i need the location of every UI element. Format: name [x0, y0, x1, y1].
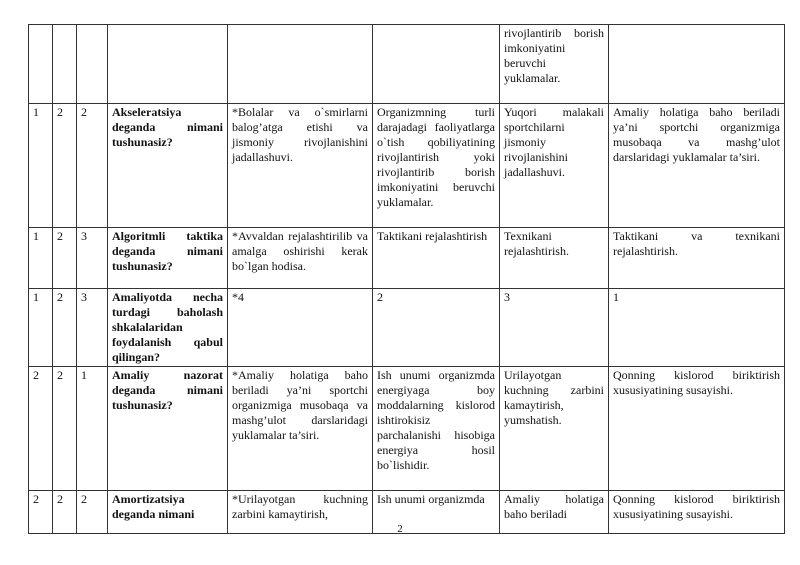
answer-correct-cell: *Avvaldan rejalashtirilib va amalga oshirishi kerak bo`lgan hodisa. — [228, 228, 373, 289]
question-cell — [108, 25, 228, 104]
index-cell-c1: 2 — [29, 491, 53, 534]
answer-correct-cell: *Urilayotgan kuchning zarbini kamaytirish, — [228, 491, 373, 534]
answer-option-cell: Taktikani va texnikani rejalashtirish. — [609, 228, 785, 289]
index-cell-c3: 2 — [77, 491, 108, 534]
answer-option-cell: Amaliy holatiga baho beriladi ya’ni sportchi organizmiga musobaqa va mashg’ulot darslaridagi yuklamalar ta’siri. — [609, 104, 785, 228]
index-cell-c3 — [77, 25, 108, 104]
question-cell: Amaliyotda necha turdagi baholash shkalalaridan foydalanish qabul qilingan? — [108, 289, 228, 367]
page-number: 2 — [397, 523, 403, 535]
question-cell: Amaliy nazorat deganda nimani tushunasiz? — [108, 367, 228, 491]
table-row — [29, 289, 785, 367]
answer-correct-cell: *4 — [228, 289, 373, 367]
index-cell-c2: 2 — [53, 491, 77, 534]
index-cell-c2 — [53, 25, 77, 104]
answer-option-cell: rivojlantirib borish imkoniyatini beruvchi yuklamalar. — [500, 25, 609, 104]
question-cell: Algoritmli taktika deganda nimani tushunasiz? — [108, 228, 228, 289]
table-row — [29, 104, 785, 228]
question-cell: Amortizatsiya deganda nimani — [108, 491, 228, 534]
index-cell-c3: 3 — [77, 228, 108, 289]
test-table — [28, 24, 785, 534]
answer-option-cell: Yuqori malakali sportchilarni jismoniy rivojlanishini jadallashuvi. — [500, 104, 609, 228]
index-cell-c1: 1 — [29, 104, 53, 228]
answer-option-cell: 3 — [500, 289, 609, 367]
table-row — [29, 25, 785, 104]
index-cell-c3: 3 — [77, 289, 108, 367]
index-cell-c1: 1 — [29, 289, 53, 367]
answer-correct-cell: *Bolalar va o`smirlarni balog’atga etishi va jismoniy rivojlanishini jadallashuvi. — [228, 104, 373, 228]
index-cell-c1: 2 — [29, 367, 53, 491]
question-cell: Akseleratsiya deganda nimani tushunasiz? — [108, 104, 228, 228]
index-cell-c2: 2 — [53, 289, 77, 367]
answer-option-cell: Ish unumi organizmda energiyaga boy moddalarning kislorod ishtirokisiz parchalanishi hisobiga energiya hosil bo`lishidir. — [373, 367, 500, 491]
answer-option-cell: Ish unumi organizmda — [373, 491, 500, 534]
answer-correct-cell — [228, 25, 373, 104]
index-cell-c2: 2 — [53, 104, 77, 228]
answer-correct-cell: *Amaliy holatiga baho beriladi ya’ni sportchi organizmiga musobaqa va mashg’ulot darslaridagi yuklamalar ta’siri. — [228, 367, 373, 491]
answer-option-cell — [373, 25, 500, 104]
index-cell-c1: 1 — [29, 228, 53, 289]
table-row — [29, 367, 785, 491]
index-cell-c3: 1 — [77, 367, 108, 491]
index-cell-c1 — [29, 25, 53, 104]
answer-option-cell: Urilayotgan kuchning zarbini kamaytirish, yumshatish. — [500, 367, 609, 491]
answer-option-cell: Texnikani rejalashtirish. — [500, 228, 609, 289]
answer-option-cell: 1 — [609, 289, 785, 367]
index-cell-c3: 2 — [77, 104, 108, 228]
answer-option-cell: 2 — [373, 289, 500, 367]
index-cell-c2: 2 — [53, 367, 77, 491]
table-row — [29, 228, 785, 289]
answer-option-cell — [609, 25, 785, 104]
index-cell-c2: 2 — [53, 228, 77, 289]
answer-option-cell: Amaliy holatiga baho beriladi — [500, 491, 609, 534]
answer-option-cell: Organizmning turli darajadagi faoliyatlarga o`tish qobiliyatining rivojlantirish yoki rivojlantirib borish imkoniyatini beruvchi yuklamalar. — [373, 104, 500, 228]
answer-option-cell: Qonning kislorod biriktirish xususiyatining susayishi. — [609, 367, 785, 491]
answer-option-cell: Taktikani rejalashtirish — [373, 228, 500, 289]
answer-option-cell: Qonning kislorod biriktirish xususiyatining susayishi. — [609, 491, 785, 534]
